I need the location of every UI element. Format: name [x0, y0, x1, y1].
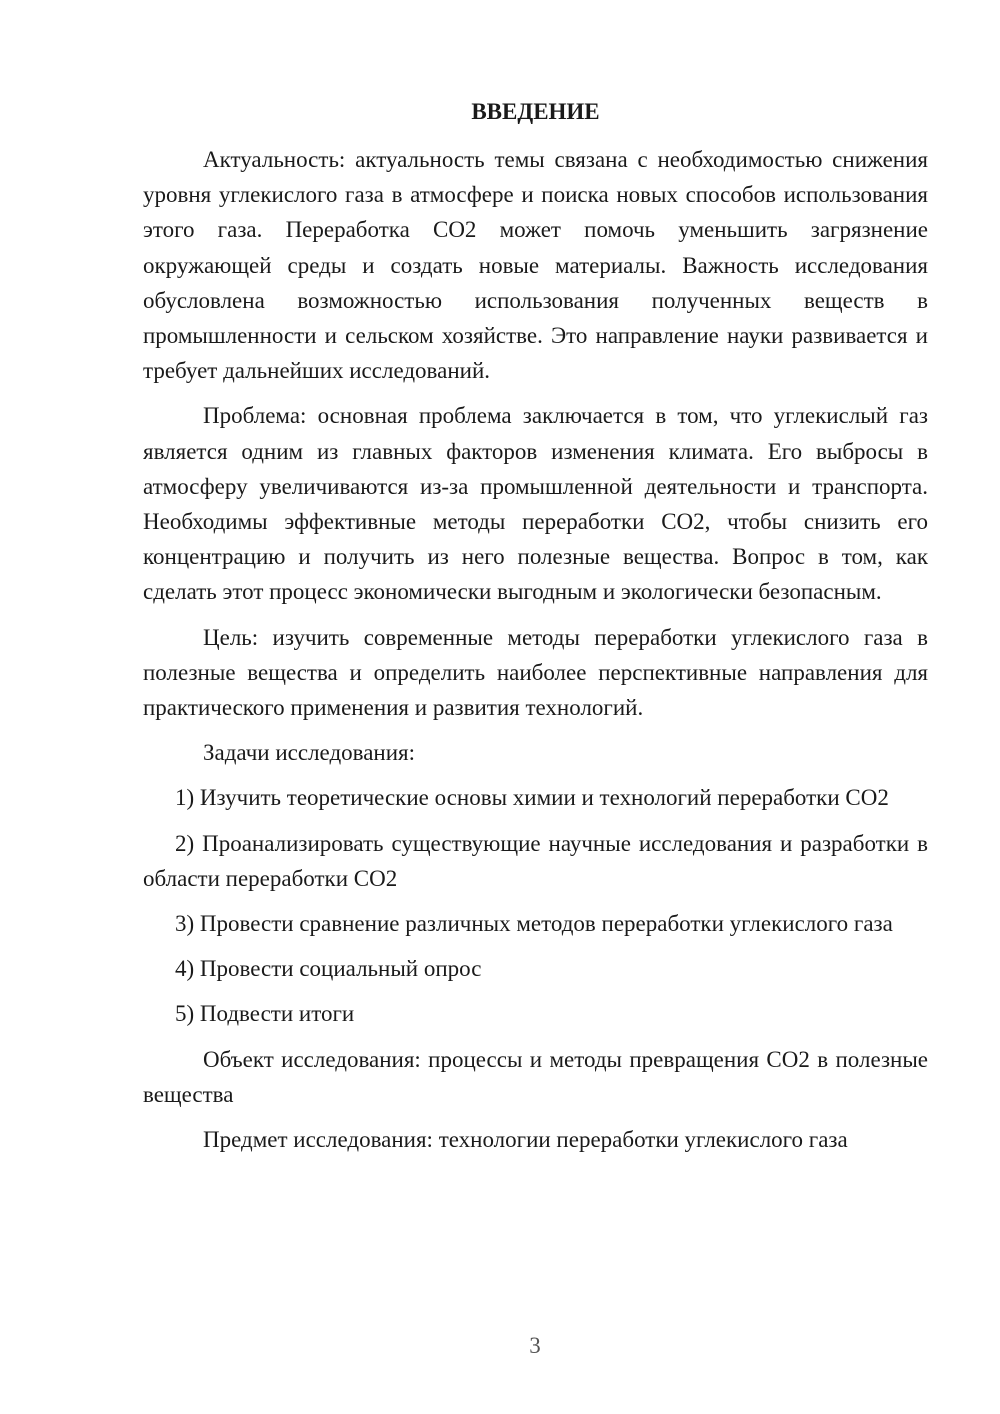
paragraph-subject: Предмет исследования: технологии переработки углекислого газа	[203, 1127, 848, 1153]
page-title: ВВЕДЕНИЕ	[471, 99, 600, 124]
paragraph-object: Объект исследования: процессы и методы превращения CO2 в полезные вещества	[143, 1046, 928, 1107]
list-item: 2) Проанализировать существующие научные исследования и разработки в области переработки CO2	[143, 830, 928, 891]
list-item: 5) Подвести итоги	[175, 1001, 355, 1027]
page-number: 3	[529, 1333, 541, 1358]
list-item: 1) Изучить теоретические основы химии и технологий переработки CO2	[175, 785, 889, 811]
list-item: 4) Провести социальный опрос	[175, 956, 482, 982]
paragraph-goal: Цель: изучить современные методы переработки углекислого газа в полезные вещества и определить наиболее перспективные направления для практического применения и развития технологий.	[143, 624, 928, 721]
paragraph-relevance: Актуальность: актуальность темы связана с необходимостью снижения уровня углекислого газа в атмосфере и поиска новых способов использования этого газа. Переработка CO2 может помочь уменьшить загрязнение окружающей среды и создать новые материалы. Важность исследования обусловлена возможностью использования полученных веществ в промышленности и сельском хозяйстве. Это направление науки развивается и требует дальнейших исследований.	[143, 147, 928, 384]
paragraph-tasks-intro: Задачи исследования:	[203, 740, 416, 766]
page-content	[143, 94, 928, 1167]
list-item: 3) Провести сравнение различных методов переработки углекислого газа	[175, 911, 893, 937]
paragraph-problem: Проблема: основная проблема заключается в том, что углекислый газ является одним из главных факторов изменения климата. Его выбросы в атмосферу увеличиваются из-за промышленной деятельности и транспорта. Необходимы эффективные методы переработки CO2, чтобы снизить его концентрацию и получить из него полезные вещества. Вопрос в том, как сделать этот процесс экономически выгодным и экологически безопасным.	[143, 403, 928, 605]
